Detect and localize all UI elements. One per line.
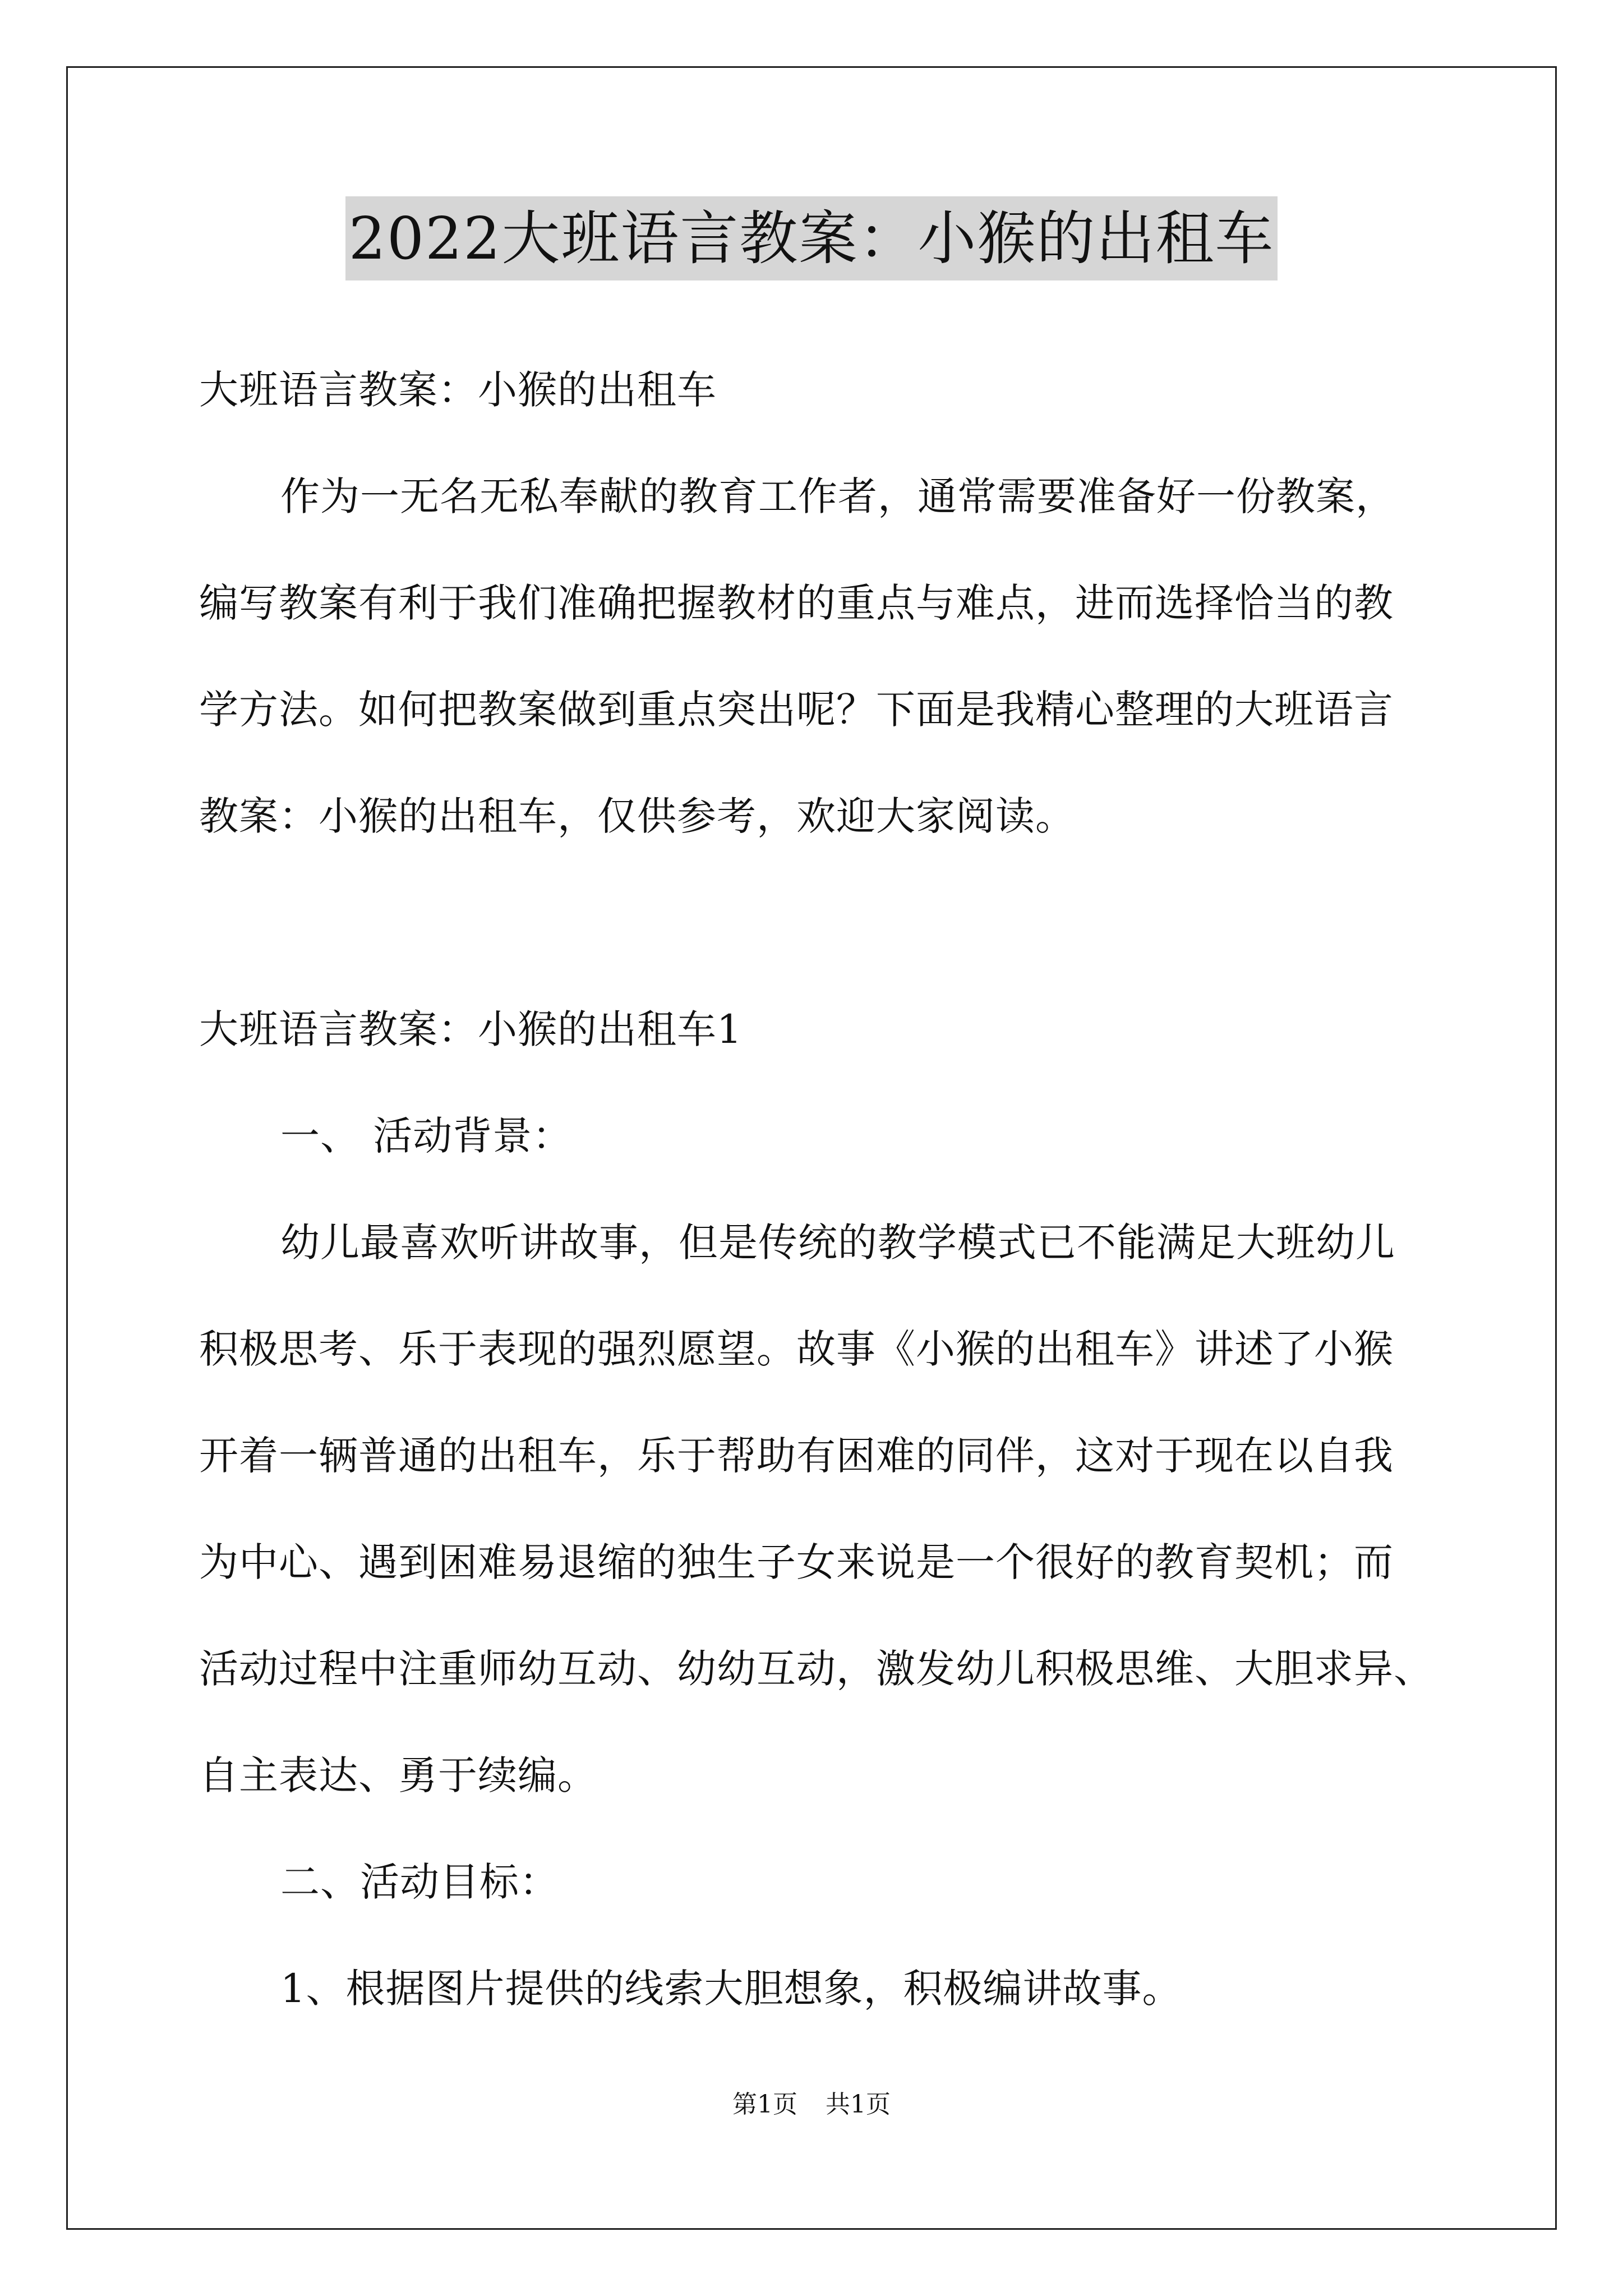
subtitle: 大班语言教案：小猴的出租车 [199, 367, 717, 413]
title-area [0, 196, 1623, 280]
background-line: 幼儿最喜欢听讲故事，但是传统的教学模式已不能满足大班幼儿 [280, 1220, 1395, 1266]
section-heading: 大班语言教案：小猴的出租车1 [199, 1006, 743, 1052]
intro-line: 编写教案有利于我们准确把握教材的重点与难点，进而选择恰当的教 [199, 580, 1394, 626]
document-title: 2022大班语言教案：小猴的出租车 [345, 196, 1278, 280]
background-line: 自主表达、勇于续编。 [199, 1752, 597, 1798]
goal-item: 1、根据图片提供的线索大胆想象，积极编讲故事。 [280, 1966, 1182, 2012]
intro-line: 作为一无名无私奉献的教育工作者，通常需要准备好一份教案， [280, 473, 1395, 519]
background-heading: 一、 活动背景： [280, 1113, 573, 1159]
background-line: 为中心、遇到困难易退缩的独生子女来说是一个很好的教育契机；而 [199, 1539, 1394, 1585]
intro-line: 学方法。如何把教案做到重点突出呢？下面是我精心整理的大班语言 [199, 687, 1394, 733]
document-body [199, 337, 1461, 2042]
intro-paragraph [199, 443, 1461, 869]
page-footer [0, 2088, 1623, 2122]
goal-heading: 二、活动目标： [280, 1859, 559, 1905]
page-number: 第1页 [732, 2090, 797, 2119]
background-paragraph [199, 1189, 1461, 1829]
intro-line: 教案：小猴的出租车，仅供参考，欢迎大家阅读。 [199, 793, 1075, 839]
background-line: 积极思考、乐于表现的强烈愿望。故事《小猴的出租车》讲述了小猴 [199, 1326, 1394, 1372]
background-line: 活动过程中注重师幼互动、幼幼互动，激发幼儿积极思维、大胆求异、 [199, 1646, 1433, 1692]
page-total: 共1页 [826, 2090, 891, 2119]
background-line: 开着一辆普通的出租车，乐于帮助有困难的同伴，这对于现在以自我 [199, 1433, 1394, 1479]
blank-line [199, 869, 1461, 976]
